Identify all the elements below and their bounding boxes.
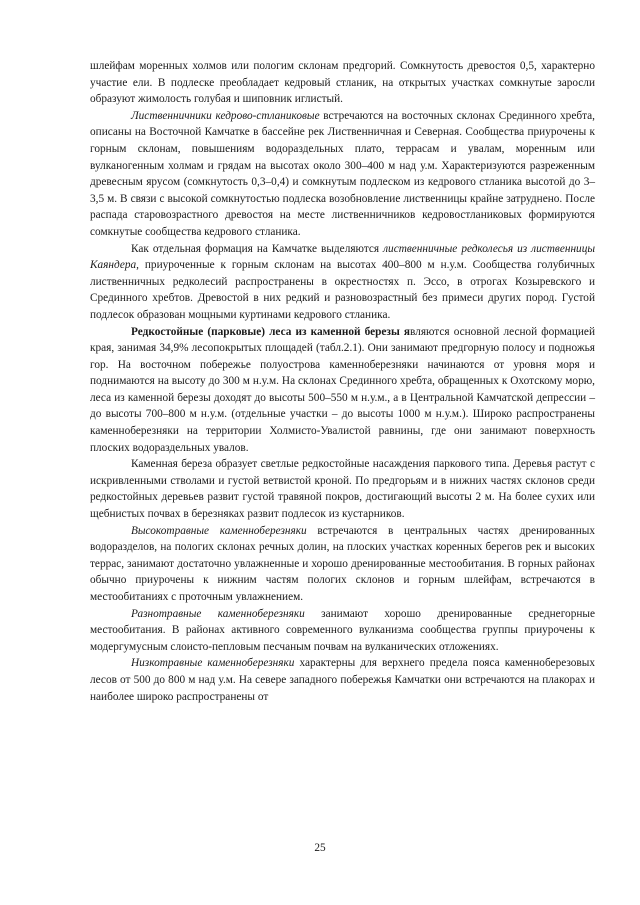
- paragraph: [90, 456, 595, 522]
- bold-heading: Редкостойные (парковые) леса из каменной березы я: [131, 325, 410, 338]
- italic-term: Высокотравные каменноберезняки: [131, 524, 307, 537]
- text-run: Каменная береза образует светлые редкостойные насаждения паркового типа. Деревья растут с искривленными стволами и густой ветвистой кроной. По предгорьям и в нижних частях склонов среди редкостойных деревьев развит густой травяной покров, достигающий высоты 2 м. На более сухих или щебнистых почвах в березняках развит подлесок из кустарников.: [90, 458, 595, 521]
- text-run: встречаются в центральных частях дренированных водоразделов, на пологих склонах речных долин, на плоских участках коренных берегов рек и высоких террас, занимают достаточно увлажненные и хорошо дренированные местообитания. В горных районах обычно приурочены к нижним частям пологих склонов и горным шлейфам, встречаются в местообитаниях с проточным увлажнением.: [90, 524, 595, 603]
- paragraph: [90, 108, 595, 241]
- text-run: характерны для верхнего предела пояса каменноберезовых лесов от 500 до 800 м над у.м. На севере западного побережья Камчатки они встречаются на плакорах и наиболее широко распространены от: [90, 657, 595, 703]
- text-run: занимают хорошо дренированные среднегорные местообитания. В районах активного современного вулканизма сообщества группы приурочены к модергумусным слоисто-пепловым песчаным почвам на вулканических отложениях.: [90, 607, 595, 653]
- italic-term: Разнотравные каменноберезняки: [131, 607, 305, 620]
- body-text: [90, 58, 595, 705]
- italic-term: Низкотравные каменноберезняки: [131, 657, 295, 670]
- text-run: Как отдельная формация на Камчатке выделяются: [131, 242, 384, 255]
- italic-term: лиственничные редколесья из лиственницы Каяндера,: [90, 242, 596, 272]
- text-run: вляются основной лесной формацией края, занимая 34,9% лесопокрытых площадей (табл.2.1). Они занимают предгорную полосу и подножья гор. На восточном побережье полуострова каменноберезняки начинаются от уровня моря и поднимаются на высоту до 300 м н.у.м. На склонах Срединного хребта, обращенных к Охотскому морю, леса из каменной березы доходят до высоты 500–550 м н.у.м., а в Центральной Камчатской депрессии – до высоты 700–800 м н.у.м. (отдельные участки – до высоты 1000 м н.у.м.). Широко распространены каменноберезняки на территории Холмисто-Увалистой равнины, где они занимают поверхность плоских водораздельных увалов.: [90, 325, 595, 454]
- italic-term: Лиственничники кедрово-стланиковые: [131, 109, 320, 122]
- paragraph: [90, 58, 595, 108]
- paragraph: [90, 523, 595, 606]
- text-run: шлейфам моренных холмов или пологим склонам предгорий. Сомкнутость древостоя 0,5, характерно участие ели. В подлеске преобладает кедровый стланик, на открытых участках сомкнутые заросли образуют жимолость голубая и шиповник иглистый.: [90, 60, 595, 106]
- text-run: встречаются на восточных склонах Срединного хребта, описаны на Восточной Камчатке в бассейне рек Лиственничная и Северная. Сообщества приурочены к горным склонам, повышениям водораздельных плато, террасам и увалам, моренным или вулканогенным холмам и грядам на высотах около 300–400 м над у.м. Характеризуются разреженным древесным ярусом (сомкнутость 0,3–0,4) и сомкнутым подлеском из кедрового стланика высотой до 3–3,5 м. В связи с высокой сомкнутостью подлеска возобновление лиственницы крайне затруднено. После распада старовозрастного древостоя на месте лиственничников кедровостланиковых формируются сомкнутые сообщества кедрового стланика.: [90, 109, 595, 238]
- page-number: 25: [314, 842, 326, 854]
- paragraph: [90, 241, 595, 324]
- text-run: приуроченные к горным склонам на высотах 400–800 м н.у.м. Сообщества голубичных лиственничных редколесий распространены в окрестностях п. Эссо, в отрогах Козыревского и Срединного хребтов. Древостой в них редкий и разновозрастный без примеси других пород. Густой подлесок образован мощными куртинами кедрового стланика.: [90, 259, 595, 321]
- paragraph: [90, 606, 595, 656]
- paragraph: [90, 324, 595, 457]
- paragraph: [90, 655, 595, 705]
